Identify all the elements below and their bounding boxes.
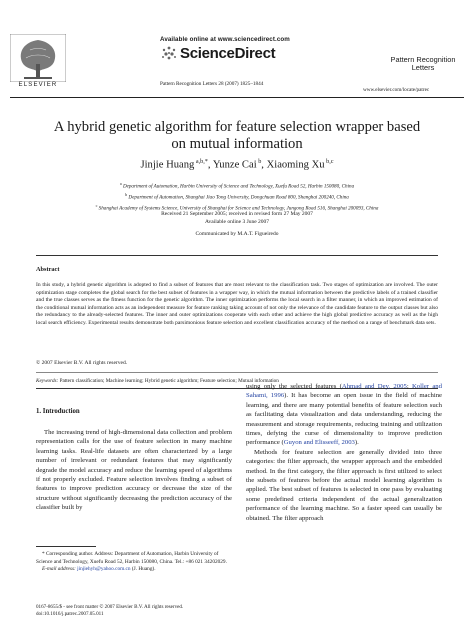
abstract-divider-top	[36, 255, 438, 256]
affiliation-text: Shanghai Academy of Systems Science, University of Shanghai for Science and Technology, Jungong Road 516, Shanghai 200093, China	[98, 205, 379, 212]
available-date: Available online 3 June 2007	[204, 219, 270, 225]
article-title-line: A hybrid genetic algorithm for feature selection wrapper based	[53, 119, 421, 135]
affiliation-mark: c	[95, 202, 98, 208]
author-list: Jinjie Huang $^{a,b,*}$, Yunze Cai $^b$, Xiaoming Xu $^{b,c}$	[140, 158, 334, 171]
keywords-list: Pattern classification; Machine learning; Hybrid genetic algorithm; Feature selection; Mutual information	[59, 378, 279, 384]
email-label: E-mail address:	[42, 566, 78, 573]
abstract-text: In this study, a hybrid genetic algorithm is adopted to find a subset of features that are most relevant to the classification task. Two stages of optimization are involved. The outer optimization stage completes the global search for the best subset of features in a wrapper way, in which the mutual information between the predictive labels of a trained classifier and the true classes serves as the fitness function for the genetic algorithm. The inner optimization performs the local search in a filter manner, in which an improved estimation of the conditional mutual information acts as an independent measure for feature ranking taking account of not only the relevance of the candidate feature to the output classes but also the redundancy to the already-selected features. The inner and outer optimizations cooperate with each other and achieve the high global predictive accuracy as well as the high local search efficiency. Experimental results demonstrate both parsimonious feature selection and excellent classification accuracy of the method on a range of benchmark data sets.	[36, 282, 438, 326]
journal-name-line: Letters	[411, 63, 435, 73]
abstract-heading: Abstract	[36, 266, 60, 273]
affiliation-text: Department of Automation, Shanghai Jiao Tong University, Dongchuan Road 800, Shanghai 200240, China	[128, 194, 349, 201]
article-title-line: on mutual information	[171, 136, 303, 152]
body-column-right	[246, 382, 442, 523]
body-paragraph: The increasing trend of high-dimensional data collection and problem representation calls for the use of feature selection in many machine learning tasks. Real-life datasets are often characterized by a large number of irrelevant or redundant features that may significantly degrade the model accuracy and reduce the learning speed of algorithms if not properly excluded. Feature selection involves finding a subset of features to improve prediction accuracy or decrease the size of the structure without significantly decreasing the prediction accuracy of the classifier built by	[36, 429, 232, 512]
affiliation-text: Department of Automation, Harbin University of Science and Technology, Xuefu Road 52, Harbin 150080, China	[122, 183, 355, 190]
body-paragraph: Methods for feature selection are generally divided into three categories: the filter approach, the wrapper approach and the embedded method. In the first category, the filter approach is first utilized to select the subsets of features before the actual model learning algorithm is applied. The best subset of features is selected in one pass by evaluating some predefined criteria independent of the actual generalization performance of the learning machine. So a faster speed can usually be obtained. The filter approach	[246, 448, 442, 522]
body-text: using only the selected features (	[246, 383, 342, 390]
sciencedirect-name: ScienceDirect	[180, 45, 276, 62]
section-heading-introduction: 1. Introduction	[36, 408, 80, 415]
footnote-divider	[36, 546, 96, 547]
reference-link[interactable]: Guyon and Elisseeff, 2003	[283, 439, 355, 447]
author-affiliation-marks[interactable]: b	[258, 158, 262, 165]
page-footer	[36, 604, 276, 619]
email-link[interactable]: jinjiehyh@yahoo.com.cn	[77, 566, 131, 573]
body-paragraph	[246, 382, 442, 448]
article-dates	[20, 210, 454, 226]
email-suffix: (J. Huang).	[130, 566, 156, 573]
journal-citation: Pattern Recognition Letters 28 (2007) 1825–1844	[160, 81, 264, 87]
keywords-line	[36, 378, 279, 384]
journal-url-link[interactable]: www.elsevier.com/locate/patrec	[363, 87, 430, 93]
online-availability-line: Available online at www.sciencedirect.com	[160, 36, 290, 43]
affiliation-item	[30, 191, 444, 202]
affiliation-mark: a	[119, 181, 122, 186]
author-affiliation-marks[interactable]: a,b,*	[195, 158, 208, 165]
affiliation-item	[30, 180, 444, 191]
corresponding-author-note: * Corresponding author. Address: Department of Automation, Harbin University of Science and Technology, Xuefu Road 52, Harbin 150080, China. Tel.: +86 021 34202029.	[36, 551, 227, 565]
communicated-by: Communicated by M.A.T. Figueiredo	[195, 231, 279, 237]
doi-link[interactable]: doi:10.1016/j.patrec.2007.05.011	[36, 611, 104, 618]
keywords-divider	[36, 372, 438, 373]
header-divider	[10, 97, 464, 98]
affiliation-mark: b	[125, 191, 128, 197]
abstract-copyright: © 2007 Elsevier B.V. All rights reserved.	[36, 360, 128, 366]
affiliation-list	[30, 180, 444, 213]
body-text: ;	[406, 383, 412, 390]
front-matter-line: 0167-8655/$ - see front matter © 2007 Elsevier B.V. All rights reserved.	[36, 604, 184, 610]
publisher-wordmark: ELSEVIER	[18, 82, 58, 88]
author-name[interactable]: Xiaoming Xu	[266, 159, 325, 171]
email-note	[36, 566, 232, 574]
elsevier-tree-logo	[10, 34, 66, 82]
sciencedirect-logo	[160, 45, 178, 63]
article-title	[20, 119, 454, 153]
reference-link[interactable]: Koller and Sahami, 1996	[246, 383, 442, 400]
body-text: ). It has become an open issue in the field of machine learning, and there are many potential benefits of feature selection such as facilitating data visualization and data understanding, reducing the measurement and storage requirements, reducing training and utilization times, defying the curse of dimensionality to improve prediction performance (	[246, 392, 443, 447]
body-column-left	[36, 428, 232, 513]
page-header	[0, 0, 474, 100]
body-text: ).	[354, 439, 359, 447]
keywords-label: Keywords:	[36, 378, 59, 384]
reference-link[interactable]: Ahmad and Dey, 2005	[341, 383, 407, 390]
author-name[interactable]: Jinjie Huang	[140, 159, 195, 171]
author-name[interactable]: Yunze Cai	[212, 159, 257, 171]
footnotes	[36, 551, 232, 574]
journal-name	[376, 56, 470, 72]
received-date: Received 21 September 2005; received in revised form 27 May 2007	[161, 211, 313, 217]
journal-name-line: Pattern Recognition	[390, 55, 456, 64]
author-affiliation-marks[interactable]: b,c	[326, 158, 334, 165]
